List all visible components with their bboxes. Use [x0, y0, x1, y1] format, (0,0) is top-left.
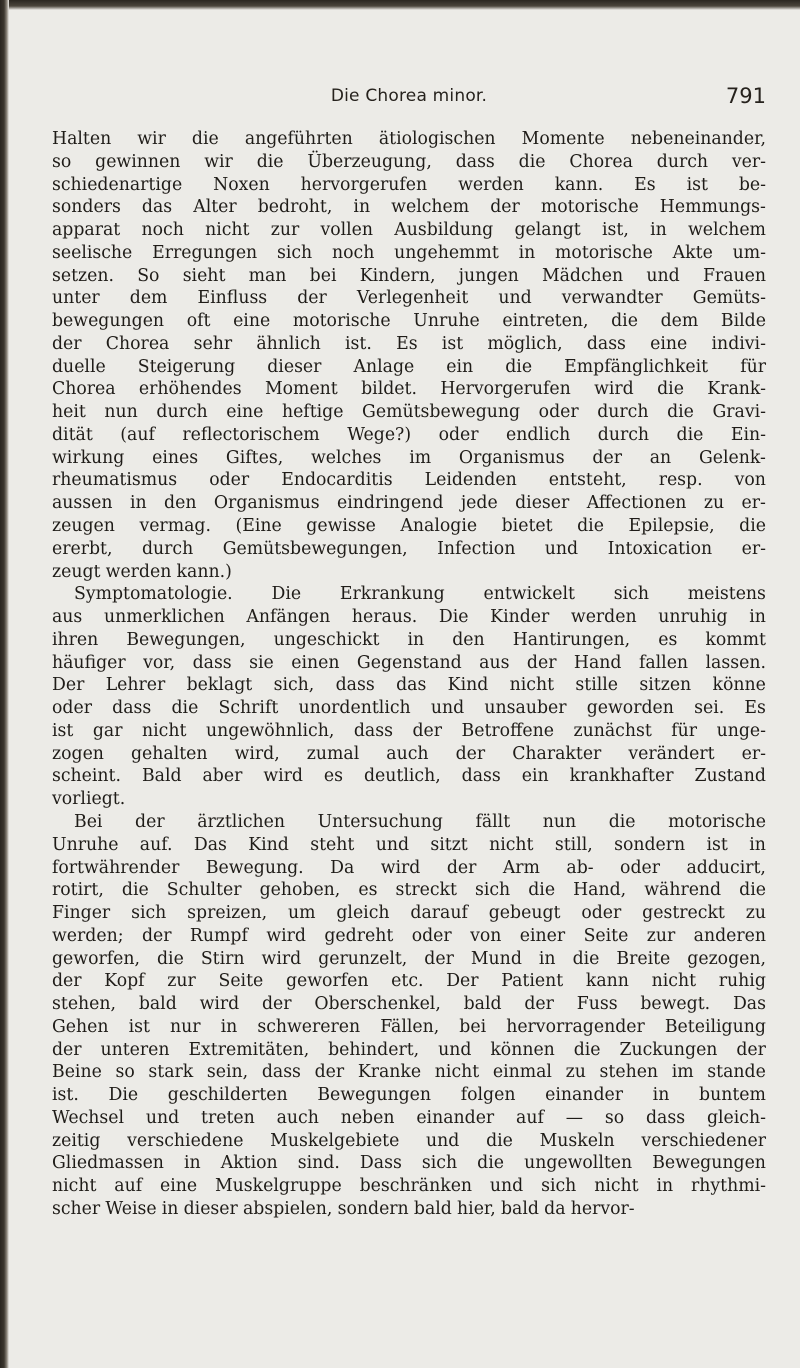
text-line: bewegungen oft eine motorische Unruhe eintreten, die dem Bilde [52, 311, 766, 332]
text-line: sonders das Alter bedroht, in welchem der motorische Hemmungs- [52, 197, 766, 218]
text-line: Beine so stark sein, dass der Kranke nicht einmal zu stehen im stande [52, 1062, 766, 1083]
text-line: ist gar nicht ungewöhnlich, dass der Betroffene zunächst für unge- [52, 720, 766, 741]
text-line: apparat noch nicht zur vollen Ausbildung gelangt ist, in welchem [52, 220, 766, 241]
text-line: fortwährender Bewegung. Da wird der Arm ab- oder adducirt, [52, 857, 766, 878]
text-line: stehen, bald wird der Oberschenkel, bald der Fuss bewegt. Das [52, 994, 766, 1015]
text-line: Finger sich spreizen, um gleich darauf gebeugt oder gestreckt zu [52, 903, 766, 924]
page-number: 791 [725, 84, 766, 108]
text-line: Gehen ist nur in schwereren Fällen, bei hervorragender Beteiligung [52, 1016, 766, 1037]
text-line: rheumatismus oder Endocarditis Leidenden entsteht, resp. von [52, 470, 766, 491]
text-line: der Kopf zur Seite geworfen etc. Der Patient kann nicht ruhig [52, 971, 766, 992]
text-line: ist. Die geschilderten Bewegungen folgen einander in buntem [52, 1085, 766, 1106]
body-text [52, 128, 766, 1221]
page-binding-shadow [0, 0, 9, 1368]
text-line: werden; der Rumpf wird gedreht oder von einer Seite zur anderen [52, 925, 766, 946]
text-line: heit nun durch eine heftige Gemütsbewegung oder durch die Gravi- [52, 402, 766, 423]
text-line: scher Weise in dieser abspielen, sondern bald hier, bald da hervor- [52, 1198, 635, 1219]
text-line: Der Lehrer beklagt sich, dass das Kind nicht stille sitzen könne [52, 675, 766, 696]
text-line: der Chorea sehr ähnlich ist. Es ist möglich, dass eine indivi- [52, 333, 766, 354]
text-line: so gewinnen wir die Überzeugung, dass die Chorea durch ver- [52, 151, 766, 172]
text-line: schiedenartige Noxen hervorgerufen werden kann. Es ist be- [52, 174, 766, 195]
text-line: scheint. Bald aber wird es deutlich, dass ein krankhafter Zustand [52, 766, 766, 787]
text-line: ihren Bewegungen, ungeschickt in den Hantirungen, es kommt [52, 629, 766, 650]
text-line: unter dem Einfluss der Verlegenheit und verwandter Gemüts- [52, 288, 766, 309]
text-line: seelische Erregungen sich noch ungehemmt in motorische Akte um- [52, 242, 766, 263]
text-line: duelle Steigerung dieser Anlage ein die Empfänglichkeit für [52, 356, 766, 377]
text-line: Chorea erhöhendes Moment bildet. Hervorgerufen wird die Krank- [52, 379, 766, 400]
text-line: zeitig verschiedene Muskelgebiete und die Muskeln verschiedener [52, 1130, 766, 1151]
text-line: vorliegt. [52, 789, 126, 810]
text-line: Halten wir die angeführten ätiologischen Momente nebeneinander, [52, 129, 766, 149]
text-line: rotirt, die Schulter gehoben, es streckt sich die Hand, während die [52, 880, 766, 901]
text-line: wirkung eines Giftes, welches im Organismus der an Gelenk- [52, 447, 766, 468]
text-line: Unruhe auf. Das Kind steht und sitzt nicht still, sondern ist in [52, 834, 766, 855]
text-line: Gliedmassen in Aktion sind. Dass sich die ungewollten Bewegungen [52, 1153, 766, 1174]
text-line: zeugen vermag. (Eine gewisse Analogie bietet die Epilepsie, die [52, 516, 766, 537]
text-line: geworfen, die Stirn wird gerunzelt, der Mund in die Breite gezogen, [52, 948, 766, 969]
text-line: nicht auf eine Muskelgruppe beschränken und sich nicht in rhythmi- [52, 1176, 766, 1197]
text-line: häufiger vor, dass sie einen Gegenstand aus der Hand fallen lassen. [52, 652, 766, 673]
text-line: aus unmerklichen Anfängen heraus. Die Kinder werden unruhig in [52, 607, 766, 628]
page-header [52, 86, 766, 114]
text-line: setzen. So sieht man bei Kindern, jungen Mädchen und Frauen [52, 265, 766, 286]
text-line: dität (auf reflectorischem Wege?) oder endlich durch die Ein- [52, 424, 766, 445]
text-line: oder dass die Schrift unordentlich und unsauber geworden sei. Es [52, 698, 766, 719]
running-title: Die Chorea minor. [330, 86, 488, 106]
text-line: zeugt werden kann.) [52, 561, 232, 582]
text-line: Wechsel und treten auch neben einander auf — so dass gleich- [52, 1107, 766, 1128]
text-line: ererbt, durch Gemütsbewegungen, Infection und Intoxication er- [52, 538, 766, 559]
text-line: der unteren Extremitäten, behindert, und können die Zuckungen der [52, 1039, 766, 1060]
text-line: Symptomatologie. Die Erkrankung entwickelt sich meistens [74, 584, 766, 605]
text-line: aussen in den Organismus eindringend jede dieser Affectionen zu er- [52, 493, 766, 514]
text-line: Bei der ärztlichen Untersuchung fällt nun die motorische [74, 811, 766, 832]
page-top-edge-shadow [0, 0, 800, 10]
text-line: zogen gehalten wird, zumal auch der Charakter verändert er- [52, 743, 766, 764]
